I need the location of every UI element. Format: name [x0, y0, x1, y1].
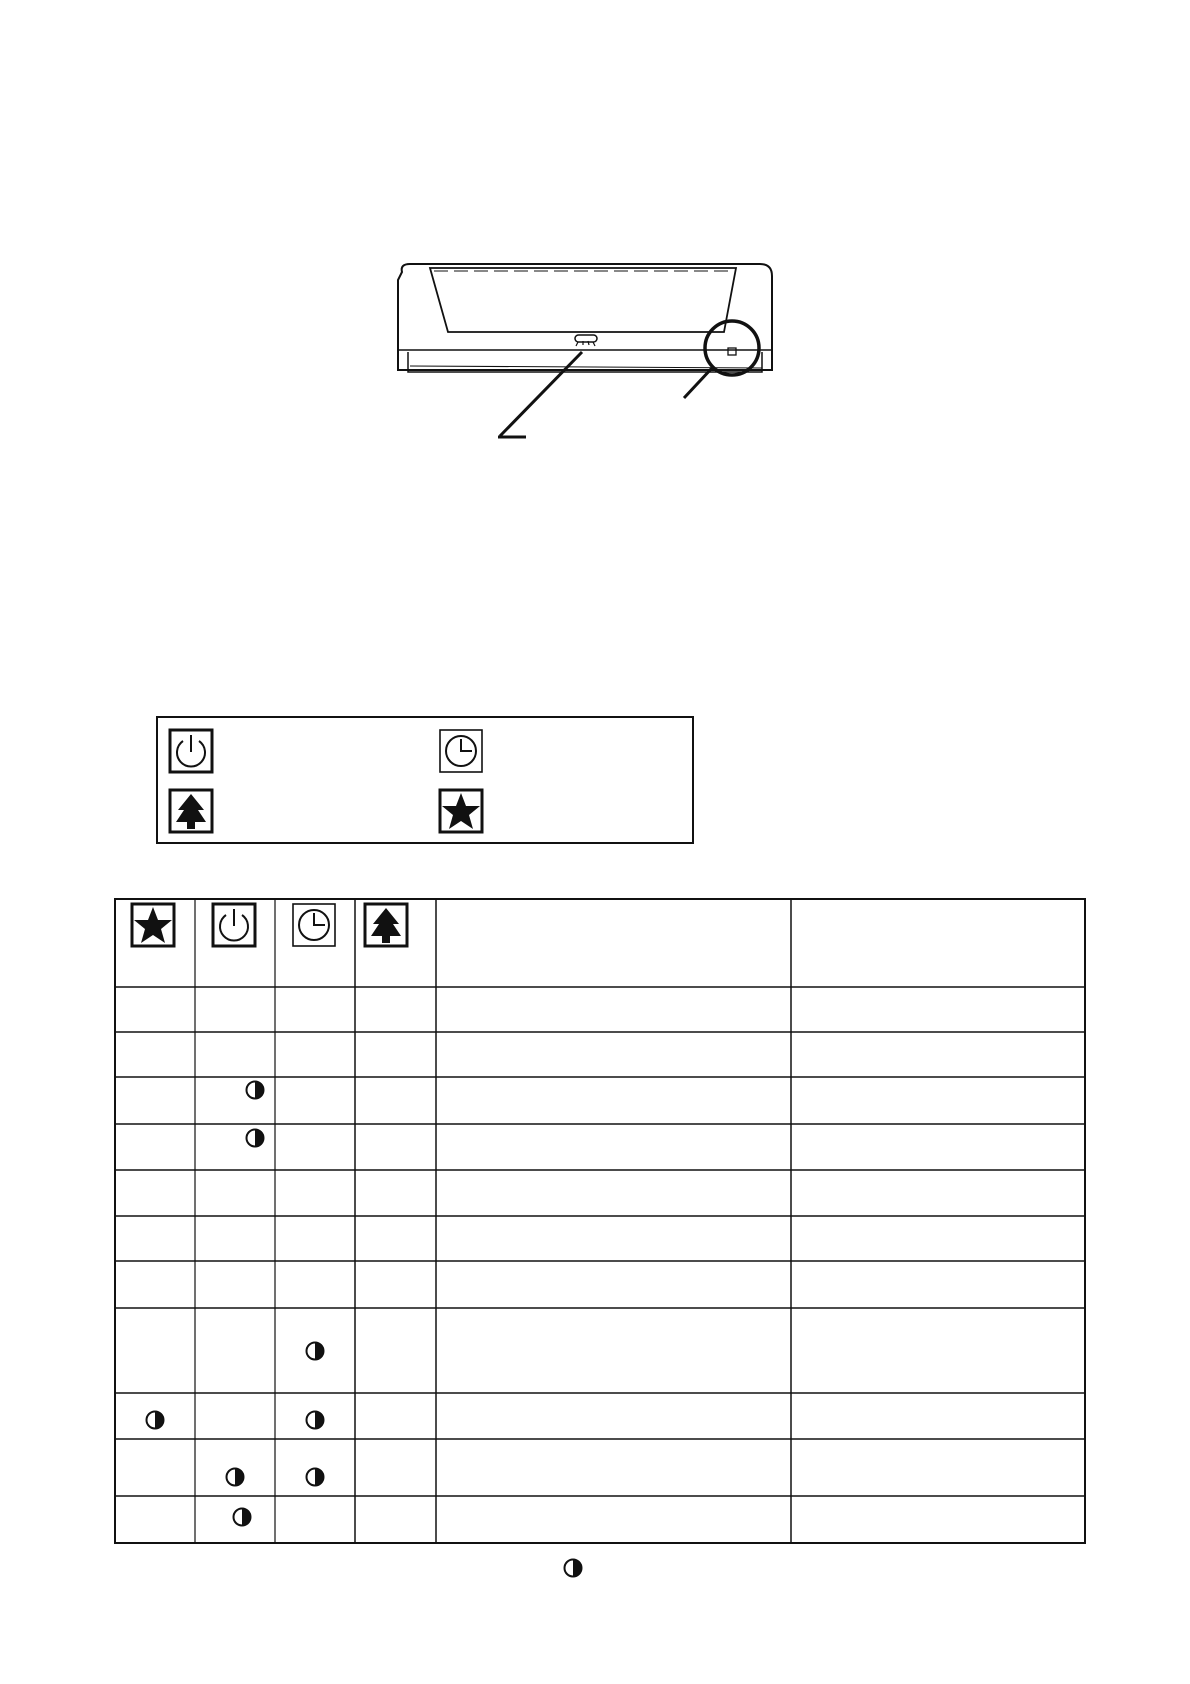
half-filled-circle-icon	[304, 1340, 326, 1362]
footnote-half-filled-circle-icon	[562, 1557, 584, 1579]
header-timer-icon	[291, 902, 337, 948]
star-icon	[438, 788, 484, 834]
header-star-icon	[130, 902, 176, 948]
header-power-icon	[211, 902, 257, 948]
indoor-unit-drawing	[390, 262, 780, 452]
half-filled-circle-icon	[231, 1506, 253, 1528]
header-tree-icon	[363, 902, 409, 948]
indicator-legend	[156, 716, 694, 844]
half-filled-circle-icon	[304, 1409, 326, 1431]
indoor-unit-illustration	[390, 262, 780, 452]
half-filled-circle-icon	[144, 1409, 166, 1431]
half-filled-circle-icon	[244, 1079, 266, 1101]
half-filled-circle-icon	[224, 1466, 246, 1488]
tree-icon	[168, 788, 214, 834]
status-table-grid	[114, 898, 1086, 1544]
indicator-status-table	[114, 898, 1086, 1544]
timer-icon	[438, 728, 484, 774]
power-icon	[168, 728, 214, 774]
half-filled-circle-icon	[304, 1466, 326, 1488]
half-filled-circle-icon	[244, 1127, 266, 1149]
